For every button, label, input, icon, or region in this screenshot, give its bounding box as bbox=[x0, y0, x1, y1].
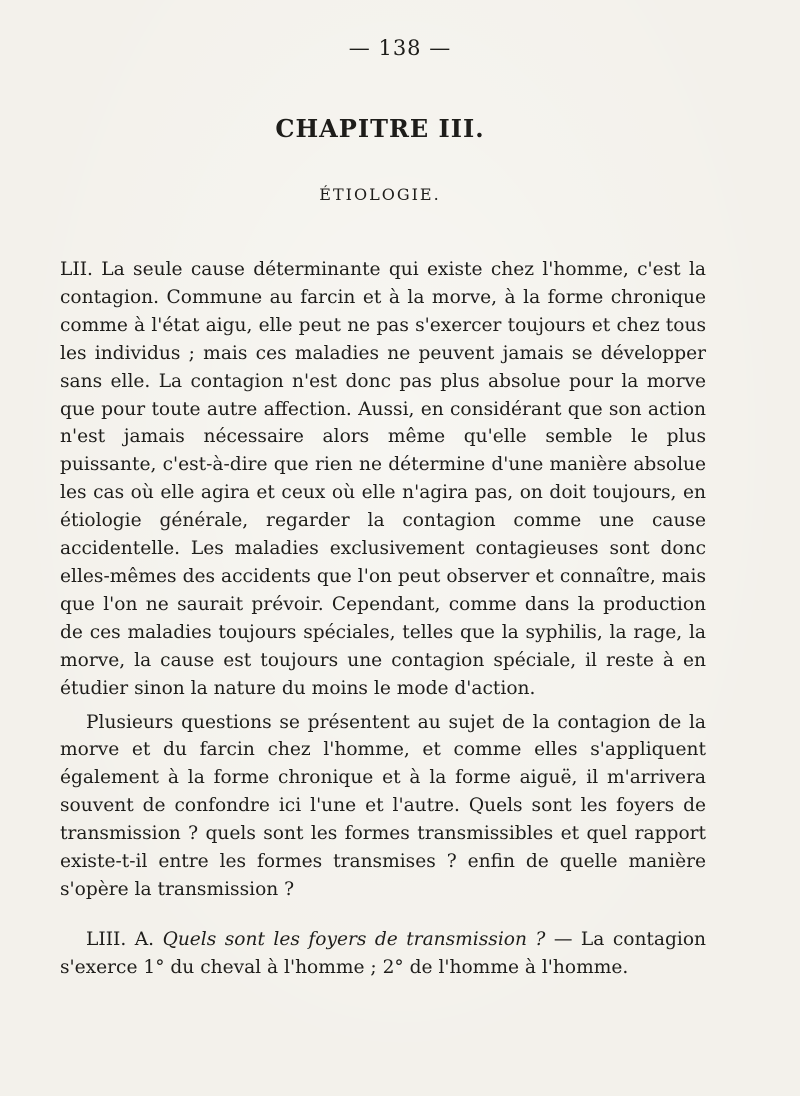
body-text bbox=[60, 256, 706, 982]
paragraph-questions: Plusieurs questions se présentent au sujet de la contagion de la morve et du farcin chez l'homme, et comme elles s'appliquent également à la forme chronique et à la forme aiguë, il m'arrivera souvent de confondre ici l'une et l'autre. Quels sont les foyers de transmission ? quels sont les formes transmissibles et quel rapport existe-t-il entre les formes transmises ? enfin de quelle manière s'opère la transmission ? bbox=[60, 711, 706, 900]
paragraph-53 bbox=[60, 926, 706, 982]
section-53-label: LIII. A. bbox=[86, 928, 155, 950]
section-53-text: — La contagion s'exerce 1° du cheval à l'homme ; 2° de l'homme à l'homme. bbox=[60, 928, 706, 978]
section-title: ÉTIOLOGIE. bbox=[319, 185, 441, 204]
page-number: — 138 — bbox=[348, 36, 452, 60]
chapter-title: CHAPITRE III. bbox=[275, 114, 485, 143]
section-53-question: Quels sont les foyers de transmission ? bbox=[162, 928, 546, 950]
paragraph-52: LII. La seule cause déterminante qui existe chez l'homme, c'est la contagion. Commune au farcin et à la morve, à la forme chronique comme à l'état aigu, elle peut ne pas s'exercer toujours et chez tous les individus ; mais ces maladies ne peuvent jamais se développer sans elle. La contagion n'est donc pas plus absolue pour la morve que pour toute autre affection. Aussi, en considérant que son action n'est jamais nécessaire alors même qu'elle semble le plus puissante, c'est-à-dire que rien ne détermine d'une manière absolue les cas où elle agira et ceux où elle n'agira pas, on doit toujours, en étiologie générale, regarder la contagion comme une cause accidentelle. Les maladies exclusivement contagieuses sont donc elles-mêmes des accidents que l'on peut observer et connaître, mais que l'on ne saurait prévoir. Cependant, comme dans la production de ces maladies toujours spéciales, telles que la syphilis, la rage, la morve, la cause est toujours une contagion spéciale, il reste à en étudier sinon la nature du moins le mode d'action. bbox=[60, 259, 706, 699]
